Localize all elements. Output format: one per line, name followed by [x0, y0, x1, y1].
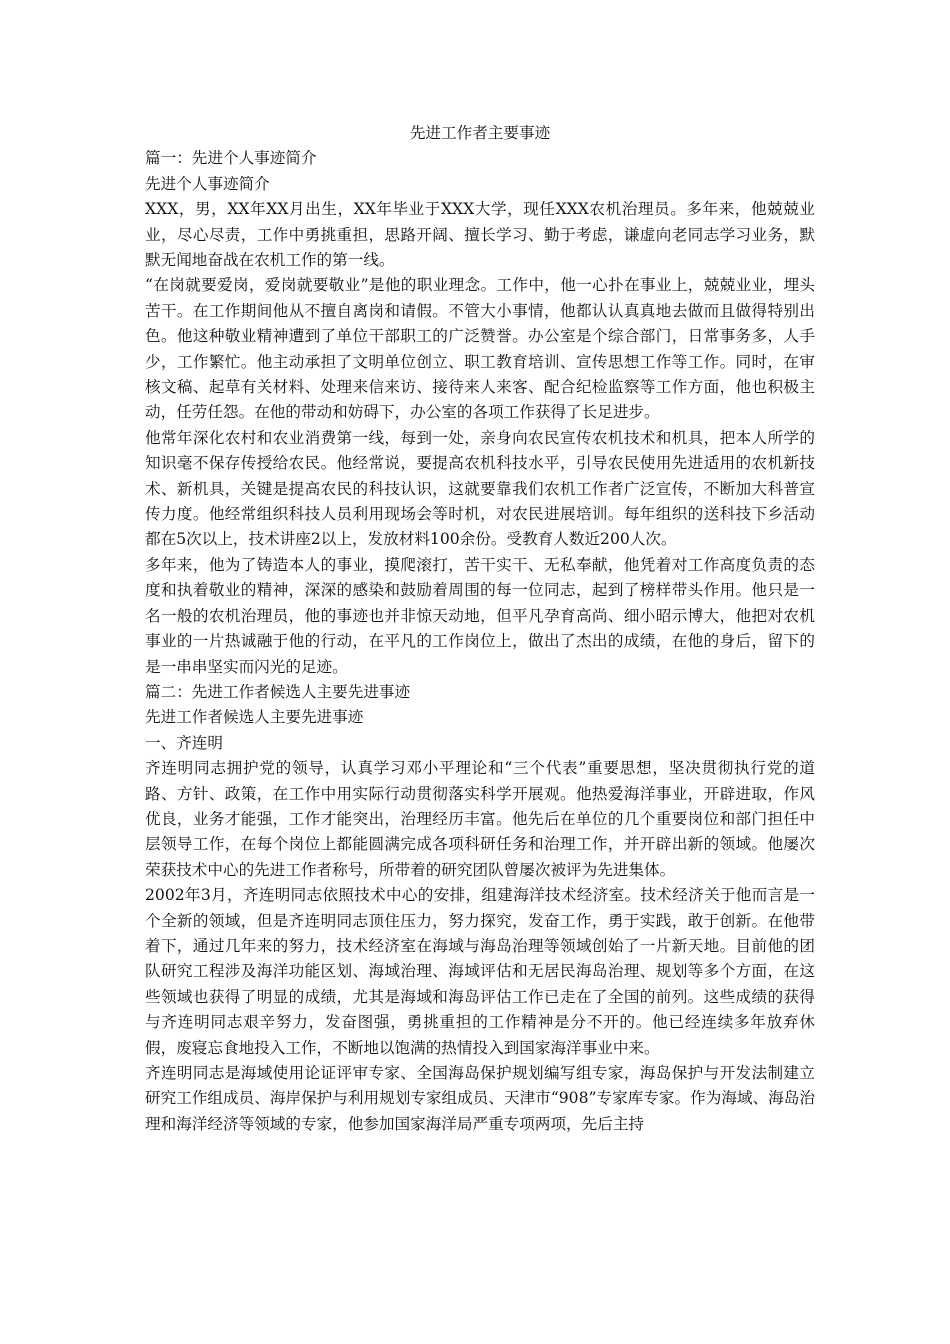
section-heading: 一、齐连明: [145, 733, 223, 752]
paragraph: 他常年深化农村和农业消费第一线，每到一处，亲身向农民宣传农机技术和机具，把本人所学的知识毫不保存传授给农民。他经常说，要提高农机科技水平，引导农民使用先进适用的农机新技术、新机具，关键是提高农民的科技认识，这就要靠我们农机工作者广泛宣传，不断加大科普宣传力度。他经常组织科技人员利用现场会等时机，对农民进展培训。每年组织的送科技下乡活动都在5次以上，技术讲座2以上，发放材料100余份。受教育人数近200人次。: [145, 428, 815, 549]
paragraph: 多年来，他为了铸造本人的事业，摸爬滚打，苦干实干、无私奉献，他凭着对工作高度负责的态度和执着敬业的精神，深深的感染和鼓励着周围的每一位同志，起到了榜样带头作用。他只是一名一般的农机治理员，他的事迹也并非惊天动地，但平凡孕育高尚、细小昭示博大，他把对农机事业的一片热诚融于他的行动，在平凡的工作岗位上，做出了杰出的成绩，在他的身后，留下的是一串串坚实而闪光的足迹。: [145, 555, 815, 676]
paragraph: “在岗就要爱岗，爱岗就要敬业”是他的职业理念。工作中，他一心扑在事业上，兢兢业业，埋头苦干。在工作期间他从不擅自离岗和请假。不管大小事情，他都认认真真地去做而且做得特别出色。他这种敬业精神遭到了单位干部职工的广泛赞誉。办公室是个综合部门，日常事务多，人手少，工作繁忙。他主动承担了文明单位创立、职工教育培训、宣传思想工作等工作。同时，在审核文稿、起草有关材料、处理来信来访、接待来人来客、配合纪检监察等工作方面，他也积极主动，任劳任怨。在他的带动和妨碍下，办公室的各项工作获得了长足进步。: [145, 276, 815, 422]
part1-subheading: 先进个人事迹简介: [145, 174, 270, 193]
document-title: 先进工作者主要事迹: [409, 124, 551, 142]
paragraph: 齐连明同志拥护党的领导，认真学习邓小平理论和“三个代表”重要思想，坚决贯彻执行党的道路、方针、政策，在工作中用实际行动贯彻落实科学开展观。他热爱海洋事业，开辟进取，作风优良，业务才能强，工作才能突出，治理经历丰富。他先后在单位的几个重要岗位和部门担任中层领导工作，在每个岗位上都能圆满完成各项科研任务和治理工作，并开辟出新的领域。他屡次荣获技术中心的先进工作者称号，所带着的研究团队曾屡次被评为先进集体。: [145, 759, 815, 879]
part1-heading: 篇一：先进个人事迹简介: [145, 149, 317, 168]
document-body: [145, 121, 815, 1137]
paragraph: 齐连明同志是海域使用论证评审专家、全国海岛保护规划编写组专家，海岛保护与开发法制建立研究工作组成员、海岸保护与利用规划专家组成员、天津市“908”专家库专家。作为海域、海岛治理和海洋经济等领域的专家，他参加国家海洋局严重专项两项，先后主持: [145, 1064, 815, 1133]
part2-heading: 篇二：先进工作者候选人主要先进事迹: [145, 682, 411, 701]
paragraph: 2002年3月，齐连明同志依照技术中心的安排，组建海洋技术经济室。技术经济关于他而言是一个全新的领域，但是齐连明同志顶住压力，努力探究，发奋工作，勇于实践，敢于创新。在他带着下，通过几年来的努力，技术经济室在海域与海岛治理等领域创始了一片新天地。目前他的团队研究工程涉及海洋功能区划、海域治理、海域评估和无居民海岛治理、规划等多个方面，在这些领域也获得了明显的成绩，尤其是海域和海岛评估工作已走在了全国的前列。这些成绩的获得与齐连明同志艰辛努力，发奋图强，勇挑重担的工作精神是分不开的。他已经连续多年放弃休假，废寝忘食地投入工作，不断地以饱满的热情投入到国家海洋事业中来。: [145, 886, 815, 1057]
paragraph: XXX，男，XX年XX月出生，XX年毕业于XXX大学，现任XXX农机治理员。多年来，他兢兢业业，尽心尽责，工作中勇挑重担，思路开阔、擅长学习、勤于考虑，谦虚向老同志学习业务，默默无闻地奋战在农机工作的第一线。: [145, 200, 815, 270]
part2-subheading: 先进工作者候选人主要先进事迹: [145, 708, 364, 727]
